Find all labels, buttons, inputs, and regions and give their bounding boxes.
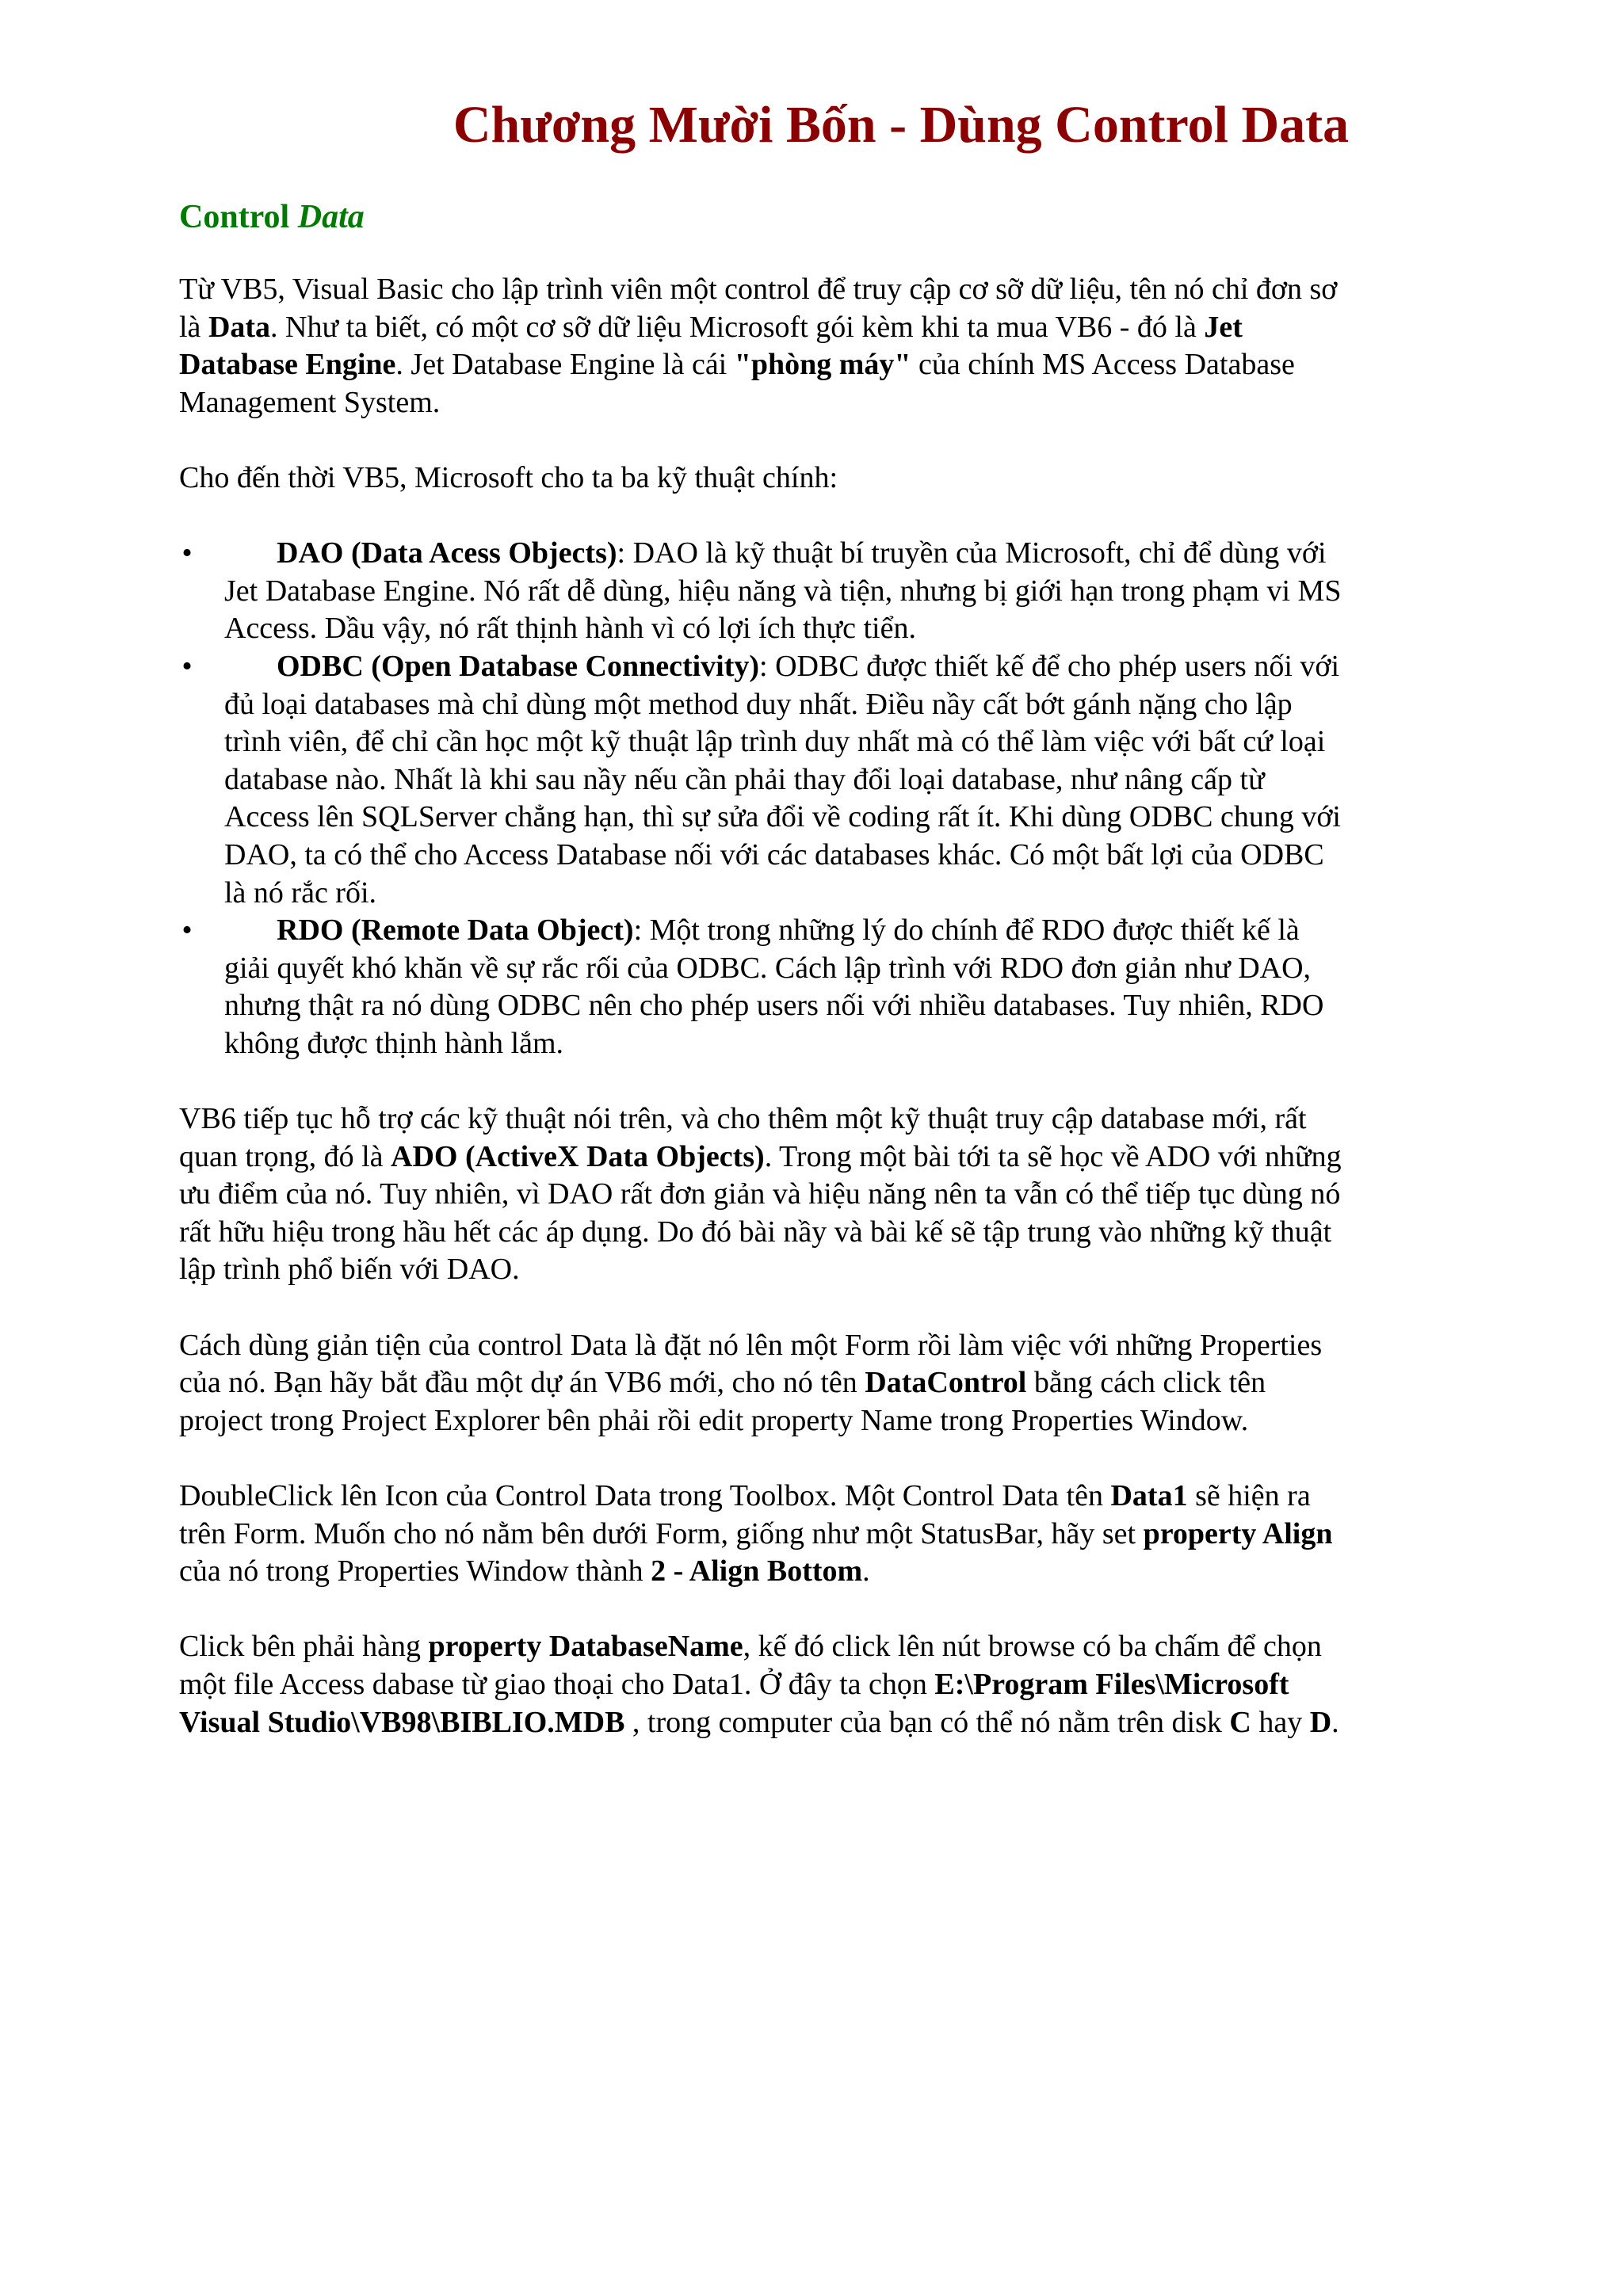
document-body [179, 271, 1352, 1779]
list-item-odbc [181, 648, 1352, 912]
list-item-term: ODBC (Open Database Connectivity) [277, 649, 760, 683]
list-item-dao [181, 535, 1352, 648]
bullet-icon: • [181, 913, 193, 948]
bold-run: property Align [1143, 1516, 1333, 1550]
paragraph-ado [179, 1100, 1352, 1289]
paragraph-control-usage [179, 1327, 1352, 1440]
bold-run: 2 - Align Bottom [651, 1554, 863, 1589]
text-run: , trong computer của bạn có thể nó nằm trên disk [624, 1705, 1230, 1739]
list-item-term: DAO (Data Acess Objects) [277, 536, 617, 570]
page-title: Chương Mười Bốn - Dùng Control Data [453, 96, 1350, 154]
text-run: , kế đó click lên nút browse có ba chấm để chọn một file Access dabase từ giao thoại cho Data1. Ở đây ta chọn [179, 1630, 1322, 1701]
paragraph-intro [179, 271, 1352, 421]
text-run: Từ VB5, Visual Basic cho lập trình viên một control để truy cập cơ sỡ dữ liệu, tên nó chỉ đơn sơ là [179, 273, 1338, 344]
list-item-term: RDO (Remote Data Object) [277, 913, 634, 948]
paragraph-techniques-intro: Cho đến thời VB5, Microsoft cho ta ba kỹ thuật chính: [179, 460, 838, 494]
bold-run: ADO (ActiveX Data Objects) [391, 1139, 765, 1173]
text-run: . [862, 1554, 870, 1589]
text-run: Click bên phải hàng [179, 1630, 429, 1664]
text-run: DoubleClick lên Icon của Control Data trong Toolbox. Một Control Data tên [179, 1479, 1111, 1512]
bullet-icon: • [181, 649, 193, 683]
text-run: . Trong một bài tới ta sẽ học về ADO với những ưu điểm của nó. Tuy nhiên, vì DAO rất đơn giản và hiệu năng nên ta vẫn có thể tiếp tục dùng nó rất hữu hiệu trong hầu hết các áp dụng. Do đó bài nầy và bài kế sẽ tập trung vào những kỹ thuật lập trình phổ biến với DAO. [179, 1139, 1342, 1287]
text-run: . [1331, 1705, 1339, 1739]
list-item-text: : ODBC được thiết kế để cho phép users nối với đủ loại databases mà chỉ dùng một method duy nhất. Điều nầy cất bớt gánh nặng cho lập trình viên, để chỉ cần học một kỹ thuật lập trình duy nhất mà có thể làm việc với bất cứ loại database nào. Nhất là khi sau nầy nếu cần phải thay đổi loại database, như nâng cấp từ Access lên SQLServer chẳng hạn, thì sự sửa đổi về coding rất ít. Khi dùng ODBC chung với DAO, ta có thể cho Access Database nối với các databases khác. Có một bất lợi của ODBC là nó rắc rối. [224, 649, 1341, 910]
text-run: bằng cách click tên project trong Project Explorer bên phải rồi edit property Name trong Properties Window. [179, 1366, 1266, 1437]
text-run: của chính MS Access Database Management System. [179, 348, 1295, 419]
bold-run: property DatabaseName [428, 1630, 743, 1664]
bullet-icon: • [181, 536, 193, 570]
text-run: Cách dùng giản tiện của control Data là đặt nó lên một Form rồi làm việc với những Properties của nó. Bạn hãy bắt đầu một dự án VB6 mới, cho nó tên [179, 1328, 1323, 1400]
section-heading [179, 195, 365, 239]
text-run: . Jet Database Engine là cái [395, 348, 735, 382]
paragraph-toolbox [179, 1478, 1352, 1591]
section-heading-emphasis: Data [297, 199, 365, 235]
section-heading-prefix: Control [179, 199, 298, 235]
text-run: VB6 tiếp tục hỗ trợ các kỹ thuật nói trên, và cho thêm một kỹ thuật truy cập database mới, rất quan trọng, đó là [179, 1102, 1307, 1173]
list-item-rdo [181, 912, 1352, 1062]
list-item-text: : DAO là kỹ thuật bí truyền của Microsoft, chỉ để dùng với Jet Database Engine. Nó rất dễ dùng, hiệu năng và tiện, nhưng bị giới hạn trong phạm vi MS Access. Dầu vậy, nó rất thịnh hành vì có lợi ích thực tiển. [224, 536, 1342, 646]
text-run: . Như ta biết, có một cơ sỡ dữ liệu Microsoft gói kèm khi ta mua VB6 - đó là [270, 310, 1205, 344]
techniques-list [179, 535, 1352, 1062]
text-run: của nó trong Properties Window thành [179, 1554, 651, 1589]
bold-run: DataControl [865, 1366, 1027, 1400]
bold-run: Data1 [1110, 1479, 1188, 1512]
bold-run: Jet Database Engine [179, 310, 1243, 382]
bold-run: C [1229, 1705, 1251, 1739]
text-run: hay [1251, 1705, 1310, 1739]
bold-run: "phòng máy" [734, 348, 911, 382]
bold-run: D [1309, 1705, 1332, 1739]
bold-run: E:\Program Files\Microsoft Visual Studio\VB98\BIBLIO.MDB [179, 1667, 1289, 1739]
text-run: sẽ hiện ra trên Form. Muốn cho nó nằm bên dưới Form, giống như một StatusBar, hãy set [179, 1479, 1311, 1550]
paragraph-database-name [179, 1628, 1352, 1741]
list-item-text: : Một trong những lý do chính để RDO được thiết kế là giải quyết khó khăn về sự rắc rối của ODBC. Cách lập trình với RDO đơn giản như DAO, nhưng thật ra nó dùng ODBC nên cho phép users nối với nhiều databases. Tuy nhiên, RDO không được thịnh hành lắm. [224, 913, 1324, 1060]
bold-run: Data [208, 310, 271, 344]
